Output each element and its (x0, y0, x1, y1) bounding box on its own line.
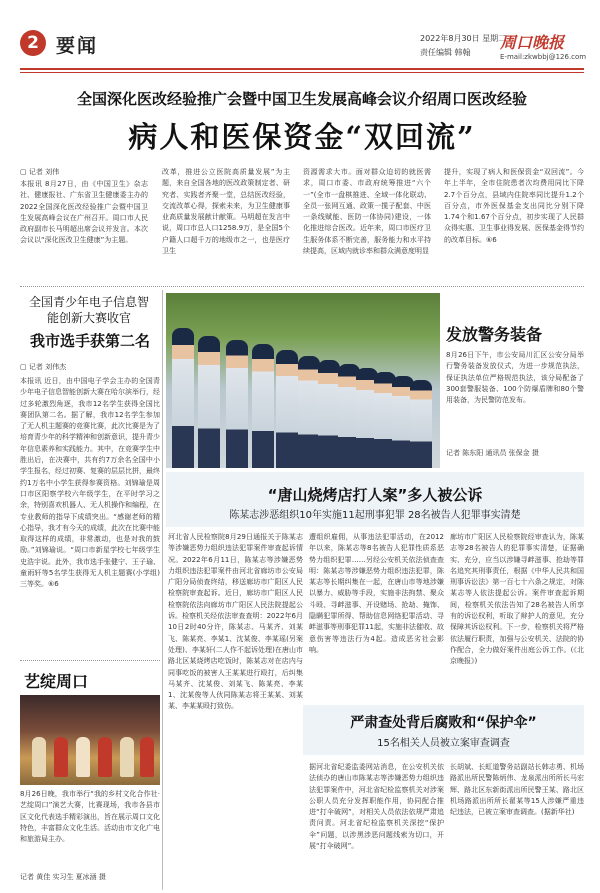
lead-col-1: 本报讯 8月27日，由《中国卫生》杂志社、健康报社、广东省卫生健康委主办的2022全国深化医改经验推广会暨中国卫生发展高峰会议在广州召开。周口市人民政府副市长马明超出席会议并发言。本次会议以“深化医改卫生健康”为主题。 (20, 180, 148, 245)
lead-col-2: 改革，推进公立医院高质量发展”为主题，来自全国各地的医改政策制定者、研究者、实践者齐聚一堂，总结医改经验，交流改革心得，探索未来，为卫生健康事业高质量发展献计献策。马明超在发言中说，周口市总人口1258.9万，是全国5个户籍人口超千万的地级市之一，也是医疗卫生 (162, 168, 290, 256)
lead-byline-text: 记者 刘伟 (28, 168, 60, 176)
lead-subhead: 全国深化医改经验推广会暨中国卫生发展高峰会议介绍周口医改经验 (76, 90, 527, 108)
header-rule-thin (20, 72, 584, 73)
court-col-1: 河北省人民检察院8月29日通报关于陈某志等涉嫌恶势力组织违法犯罪案件审查起诉情况。2022年6月11日，陈某志等涉嫌恶势力组织违法犯罪案件由河北省廊坊市公安局广阳分局侦查终结，移送廊坊市广阳区人民检察院审查起诉。近日，廊坊市广阳区人民检察院依法向廊坊市广阳区人民法院提起公诉。检察机关经依法审查查明：2022年6月10日2时40分许，陈某志、马某齐、刘某飞、陈某亮、李某1、沈某俊、李某瑶(另案处理)、李某轩(二人作不起诉处理)在唐山市路北区某烧烤店吃饭时，陈某志对在店内与同事吃饭的被害人王某某进行殴打，后纠集马某齐、沈某俊、刘某飞、陈某亮、李某1、沈某俊等人伙同陈某志将王某某、刘某某、李某某殴打致伤。 (168, 533, 303, 711)
divider (20, 660, 160, 661)
court-col-2: 遭组织雇佣，从事违法犯罪活动，在2012年以来，陈某志等8名被告人犯罪性质系恶势力组织犯罪……另经公安机关依法侦查查明：陈某志等涉嫌恶势力组织违法犯罪，陈某志等长期纠集在一起，在唐山市等地涉嫌以暴力、威胁等手段，实施非法拘禁、聚众斗殴、寻衅滋事、开设赌场、抢劫、掩饰、隐瞒犯罪所得、帮助信息网络犯罪活动、寻衅滋事等刑事犯罪11起，实施非法催收、故意伤害等违法行为4起。造成恶劣社会影响。 (309, 533, 444, 654)
zhoukou-byline: 记者 黄佳 实习生 夏冰涵 摄 (20, 873, 106, 881)
police-title: 发放警务装备 (446, 325, 543, 344)
court-kicker: “唐山烧烤店打人案”多人被公诉 (267, 486, 483, 504)
section-title: 要闻 (56, 35, 99, 57)
issue-date: 2022年8月30日 星期二 (420, 34, 507, 43)
court-col-3: 廊坊市广阳区人民检察院经审查认为，陈某志等28名被告人的犯罪事实清楚，证据确实、充分，应当以涉嫌寻衅滋事、抢劫等罪名追究其刑事责任，根据《中华人民共和国刑事诉讼法》第一百七十六条之规定，对陈某志等人依法提起公诉。案件审查起诉期间，检察机关依法告知了28名被告人所享有的诉讼权利，听取了辩护人的意见，充分保障其诉讼权利。下一步，检察机关将严格依法履行职责，加强与公安机关、法院的协作配合，全力做好案件出庭公诉工作。(《北京晚报》) (450, 533, 584, 666)
court-title: 陈某志涉恶组织10年实施11起刑事犯罪 28名被告人犯罪事实清楚 (229, 510, 521, 521)
contest-kicker: 全国青少年电子信息智能创新大赛收官 (28, 295, 149, 325)
header-rule (20, 68, 584, 70)
editor-line: 责任编辑 韩翰 (420, 48, 471, 57)
contest-byline: ▢ 记者 刘伟杰 (20, 363, 67, 371)
lead-col-4: 提升，实现了病人和医保资金“双回流”。今年上半年，全市住院患者次均费用同比下降2.7个百分点，县域内住院率同比提升1.2个百分点，市外医保基金支出同比分别下降1.74个和1.67个百分点，初步实现了人民群众得实惠、卫生事业得发展、医保基金得节约的改革目标。⑥6 (444, 168, 584, 244)
police-photo (166, 293, 440, 468)
contest-title: 我市选手获第二名 (29, 332, 150, 350)
contest-byline-text: 记者 刘伟杰 (28, 363, 67, 371)
page-number-badge: 2 (20, 30, 46, 56)
umbrella-col-2: 长胡斌、长虹道警务站副站长韩志勇、机场路派出所民警陈炳伟、龙泉派出所所长马宏辉、路北区东新街派出所民警王某、路北区机场路派出所所长翟某等15人涉嫌严重违纪违法，已被立案审查调查。(据新华社) (450, 763, 584, 817)
zhoukou-body: 8月26日晚，我市举行“我的乡村文化合作社·艺绽周口”演艺大赛，比赛现场，我市各县市区文化代表选手精彩演出，旨在展示周口文化特色，丰富群众文化生活。活动由市文化广电和旅游局主办。 (20, 790, 160, 844)
zhoukou-title: 艺绽周口 (24, 672, 89, 691)
lead-headline: 病人和医保资金“双回流” (128, 120, 476, 154)
police-body: 8月26日下午，市公安局川汇区公安分局举行警务装备发放仪式，为进一步规范执法，保证执法单位严格规范执法，该分局配备了300套警服装备、100个防爆盾牌和80个警用装备，为民警防范发布。 (446, 351, 584, 405)
contest-body: 本报讯 近日，由中国电子学会主办的全国青少年电子信息智能创新大赛在哈尔滨举行，经过多轮激烈角逐，我市12名学生获得全国比赛团队第二名。据了解，我市12名学生参加了无人机主题赛的竞赛比赛，此次比赛是为了培育青少年的科学精神和创新意识，提升青少年信息素养和实践能力。其中，在竞赛学生中胜出后，在决赛中，共有约7万余名全国中小学生报名，经过初赛、复赛的层层比拼，最终约1万名中小学生获得参赛资格。刘锦瑜是周口市区阳察学校六年级学生，在平时学习之余，特别喜欢机器人、无人机操作和编程，在专业教师的指导下成绩突出。“感谢老师的精心指导，我才有今天的成绩，此次在比赛中能取得这样的成绩，非常激动，也是对我的鼓励。”刘锦瑜说。“周口市新星学校七年级学生史浩宇说。此外，我市选手张健宁、王子瑜、童雨轩等5名学生获得无人机主题赛(小学组)三等奖。⑥6 (20, 377, 160, 589)
lead-col-3: 资源需求大市。面对群众迫切的就医需求，周口市委、市政府统筹推进“六个一”(全市一盘棋推进、全域一体化联动、全员一张网互通、政策一揽子配套、中医一条线赋能、医防一体协同)建设，一体化推进综合医改。近年来，周口市医疗卫生服务体系不断完善，服务能力和水平持续提高，区域内就诊率和群众满意度明显 (303, 168, 431, 256)
column-rule (162, 290, 163, 890)
police-byline: 记者 陈东阳 通讯员 张保金 摄 (446, 449, 539, 457)
divider (20, 286, 584, 287)
zhoukou-photo (20, 695, 160, 785)
umbrella-subtitle: 15名相关人员被立案审查调查 (377, 738, 510, 749)
umbrella-col-1: 据河北省纪委监委网站消息，在公安机关依法侦办的唐山市陈某志等涉嫌恶势力组织违法犯罪案件中，河北省纪检监察机关对涉案公职人员充分发挥职能作用，协同配合推进“打伞破网”，对相关人员依法依规严肃追责问责。河北省纪检监察机关深挖“保护伞”问题，以涉黑涉恶问题线索为切口，开展“打伞破网”。 (309, 763, 444, 851)
lead-byline: ▢ 记者 刘伟 (20, 168, 60, 176)
umbrella-title: 严肃查处背后腐败和“保护伞” (350, 715, 537, 731)
newspaper-logo: 周口晚报 (500, 33, 565, 52)
email-line: E-mail:zkwbbj@126.com (500, 53, 587, 61)
